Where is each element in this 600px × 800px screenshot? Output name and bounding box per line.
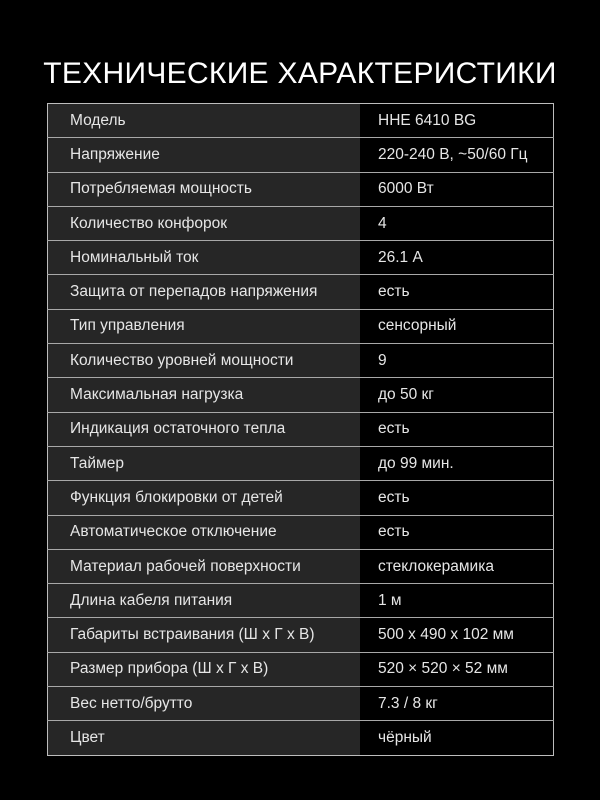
spec-value: 26.1 А — [360, 241, 554, 275]
spec-row — [48, 309, 554, 343]
spec-label: Автоматическое отключение — [48, 515, 361, 549]
spec-label: Номинальный ток — [48, 241, 361, 275]
spec-row — [48, 721, 554, 755]
spec-value: 9 — [360, 344, 554, 378]
specs-table — [47, 103, 554, 756]
spec-row — [48, 275, 554, 309]
spec-value: 500 х 490 х 102 мм — [360, 618, 554, 652]
spec-label: Вес нетто/брутто — [48, 687, 361, 721]
spec-value: 520 × 520 × 52 мм — [360, 652, 554, 686]
spec-row — [48, 344, 554, 378]
spec-row — [48, 206, 554, 240]
spec-label: Размер прибора (Ш х Г х В) — [48, 652, 361, 686]
spec-label: Материал рабочей поверхности — [48, 549, 361, 583]
spec-label: Потребляемая мощность — [48, 172, 361, 206]
spec-value: до 99 мин. — [360, 446, 554, 480]
spec-row — [48, 412, 554, 446]
spec-row — [48, 549, 554, 583]
spec-value: стеклокерамика — [360, 549, 554, 583]
spec-label: Таймер — [48, 446, 361, 480]
spec-value: 1 м — [360, 584, 554, 618]
spec-value: 4 — [360, 206, 554, 240]
spec-label: Защита от перепадов напряжения — [48, 275, 361, 309]
spec-label: Длина кабеля питания — [48, 584, 361, 618]
spec-value: HHE 6410 BG — [360, 104, 554, 138]
spec-row — [48, 652, 554, 686]
spec-row — [48, 172, 554, 206]
spec-value: 220-240 В, ~50/60 Гц — [360, 138, 554, 172]
spec-value: есть — [360, 412, 554, 446]
spec-value: до 50 кг — [360, 378, 554, 412]
spec-label: Тип управления — [48, 309, 361, 343]
spec-label: Габариты встраивания (Ш х Г х В) — [48, 618, 361, 652]
spec-label: Максимальная нагрузка — [48, 378, 361, 412]
spec-label: Напряжение — [48, 138, 361, 172]
spec-label: Количество уровней мощности — [48, 344, 361, 378]
spec-label: Функция блокировки от детей — [48, 481, 361, 515]
spec-value: есть — [360, 515, 554, 549]
spec-value: есть — [360, 481, 554, 515]
spec-row — [48, 618, 554, 652]
spec-row — [48, 584, 554, 618]
spec-row — [48, 241, 554, 275]
spec-row — [48, 378, 554, 412]
spec-value: 7.3 / 8 кг — [360, 687, 554, 721]
spec-value: 6000 Вт — [360, 172, 554, 206]
spec-label: Цвет — [48, 721, 361, 755]
spec-row — [48, 687, 554, 721]
spec-row — [48, 481, 554, 515]
spec-value: есть — [360, 275, 554, 309]
page-title: ТЕХНИЧЕСКИЕ ХАРАКТЕРИСТИКИ — [43, 57, 557, 90]
spec-row — [48, 104, 554, 138]
spec-value: сенсорный — [360, 309, 554, 343]
spec-label: Модель — [48, 104, 361, 138]
spec-label: Индикация остаточного тепла — [48, 412, 361, 446]
spec-label: Количество конфорок — [48, 206, 361, 240]
specs-table-body — [48, 104, 554, 756]
spec-value: чёрный — [360, 721, 554, 755]
spec-row — [48, 515, 554, 549]
spec-row — [48, 446, 554, 480]
spec-row — [48, 138, 554, 172]
